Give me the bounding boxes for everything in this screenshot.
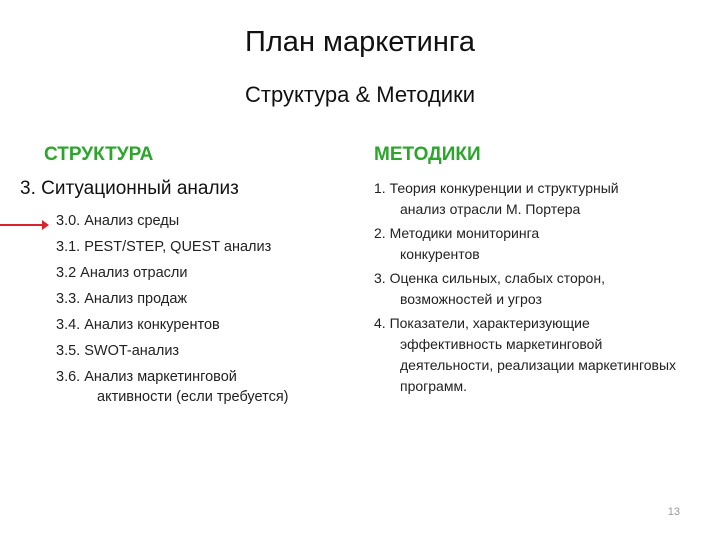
structure-item	[56, 286, 356, 312]
method-item-continuation: анализ отрасли М. Портера	[400, 201, 581, 217]
method-item-text: 4. Показатели, характеризующие	[374, 315, 590, 331]
structure-item-text: 3.3. Анализ продаж	[56, 291, 188, 307]
method-item-text: 1. Теория конкуренции и структурный	[374, 180, 619, 196]
pointer-arrow-line	[0, 224, 44, 226]
structure-item	[56, 312, 356, 338]
method-item-continuation: эффективность маркетинговой деятельности, реализации маркетинговых программ.	[400, 336, 677, 394]
method-item-continuation: возможностей и угроз	[400, 291, 542, 307]
methods-heading: МЕТОДИКИ	[374, 144, 481, 165]
method-item-continuation: конкурентов	[400, 246, 480, 262]
slide-subtitle: Структура & Методики	[245, 82, 475, 107]
structure-item-text: 3.5. SWOT-анализ	[56, 343, 180, 359]
structure-item	[56, 208, 356, 234]
structure-item-text: 3.2 Анализ отрасли	[56, 265, 188, 281]
structure-item	[56, 234, 356, 260]
structure-item	[56, 260, 356, 286]
method-item-text: 2. Методики мониторинга	[374, 225, 540, 241]
section-title: 3. Ситуационный анализ	[20, 178, 239, 199]
structure-item-text: 3.6. Анализ маркетинговой	[56, 369, 237, 385]
page-number: 13	[667, 506, 680, 518]
method-item	[374, 223, 684, 265]
structure-item-continuation: активности (если требуется)	[97, 389, 289, 405]
structure-item-text: 3.1. PEST/STEP, QUEST анализ	[56, 239, 272, 255]
method-item	[374, 178, 684, 220]
method-item	[374, 268, 684, 310]
slide-title: План маркетинга	[245, 26, 475, 58]
method-item-text: 3. Оценка сильных, слабых сторон,	[374, 270, 605, 286]
method-item	[374, 313, 684, 397]
structure-item	[56, 338, 356, 364]
structure-list	[56, 208, 356, 407]
structure-heading: СТРУКТУРА	[44, 144, 154, 165]
structure-item-text: 3.0. Анализ среды	[56, 213, 180, 229]
structure-item	[56, 364, 356, 407]
pointer-arrow-icon	[42, 220, 49, 230]
structure-item-text: 3.4. Анализ конкурентов	[56, 317, 220, 333]
methods-list	[374, 178, 684, 400]
